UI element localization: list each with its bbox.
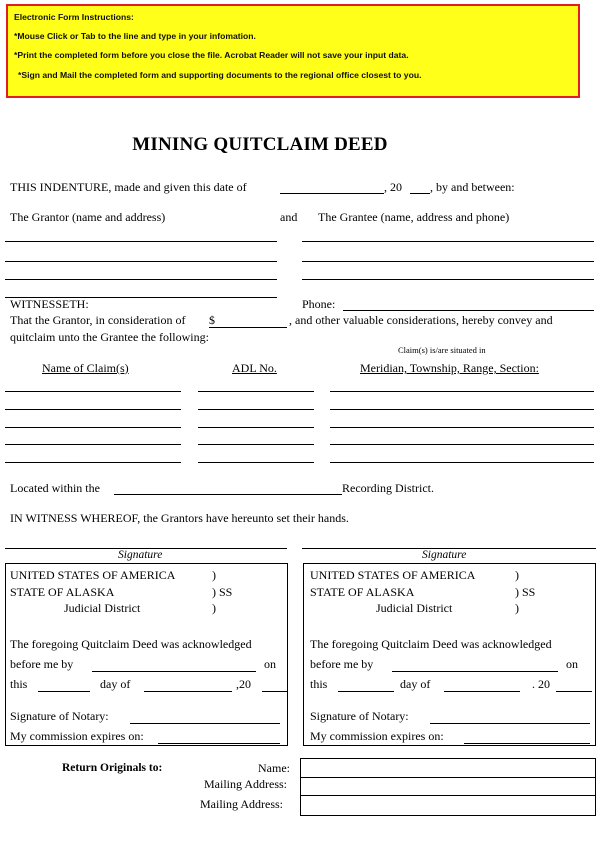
state-right: STATE OF ALASKA [310,585,415,599]
page-title: MINING QUITCLAIM DEED [132,134,388,155]
meridian-line-5[interactable] [330,462,594,463]
this-label-left: this [10,677,28,691]
consideration-prefix: That the Grantor, in consideration of [10,313,186,327]
grantor-label: The Grantor (name and address) [10,210,166,224]
district-left: Judicial District [64,601,141,615]
adl-line-2[interactable] [198,409,314,410]
phone-field[interactable] [343,310,594,311]
adl-line-5[interactable] [198,462,314,463]
paren-right-2: ) [515,601,519,615]
claim-name-line-5[interactable] [5,462,181,463]
district-right: Judicial District [376,601,453,615]
adl-line-3[interactable] [198,427,314,428]
claim-name-line-1[interactable] [5,391,181,392]
grantee-line-3[interactable] [302,279,594,280]
instructions-line-3: *Sign and Mail the completed form and supporting documents to the regional office closest to you. [18,70,422,80]
meridian-line-2[interactable] [330,409,594,410]
year-field-right[interactable] [556,691,592,692]
indenture-year-prefix: , 20 [384,180,402,194]
country-right: UNITED STATES OF AMERICA [310,568,476,582]
adl-line-4[interactable] [198,444,314,445]
grantor-line-1[interactable] [5,241,277,242]
and-label: and [280,210,298,224]
acknowledged-by-field-right[interactable] [392,671,558,672]
instructions-line-1: *Mouse Click or Tab to the line and type in your infomation. [14,31,256,41]
signature-label-right: Signature [422,549,467,561]
return-name-label: Name: [258,761,290,775]
claim-name-line-4[interactable] [5,444,181,445]
grantor-line-2[interactable] [5,261,277,262]
return-name-field[interactable] [300,777,596,778]
phone-label: Phone: [302,297,336,311]
meridian-line-1[interactable] [330,391,594,392]
before-me-right: before me by [310,657,374,671]
return-originals-label: Return Originals to: [62,762,163,774]
day-of-right: day of [400,677,431,691]
year-label-left: ,20 [236,677,251,691]
notary-signature-field-right[interactable] [430,723,590,724]
consideration-suffix: , and other valuable considerations, hereby convey and [289,313,553,327]
claim-name-line-3[interactable] [5,427,181,428]
indenture-suffix: , by and between: [430,180,515,194]
recording-prefix: Located within the [10,481,100,495]
month-field-left[interactable] [144,691,232,692]
commission-left: My commission expires on: [10,729,144,743]
ss-right: ) SS [515,585,536,599]
dollar-sign: $ [209,313,215,327]
day-field-right[interactable] [338,691,394,692]
notary-sig-left: Signature of Notary: [10,709,109,723]
recording-district-field[interactable] [114,494,342,495]
country-left: UNITED STATES OF AMERICA [10,568,176,582]
adl-no-header: ADL No. [232,361,277,375]
witnesseth-label: WITNESSETH: [10,297,89,311]
indenture-prefix: THIS INDENTURE, made and given this date of [10,180,247,194]
notary-sig-right: Signature of Notary: [310,709,409,723]
on-label-right: on [566,657,578,671]
meridian-header: Meridian, Township, Range, Section: [360,361,539,375]
ack-line-right: The foregoing Quitclaim Deed was acknowledged [310,637,552,651]
situated-label: Claim(s) is/are situated in [398,345,486,355]
year-field[interactable] [410,193,430,194]
adl-line-1[interactable] [198,391,314,392]
before-me-left: before me by [10,657,74,671]
acknowledged-by-field-left[interactable] [92,671,256,672]
ss-left: ) SS [212,585,233,599]
notary-signature-field-left[interactable] [130,723,280,724]
on-label-left: on [264,657,276,671]
meridian-line-4[interactable] [330,444,594,445]
date-field[interactable] [280,193,384,194]
witness-whereof: IN WITNESS WHEREOF, the Grantors have hereunto set their hands. [10,511,349,525]
meridian-line-3[interactable] [330,427,594,428]
return-box [300,758,596,816]
paren-left-2: ) [212,601,216,615]
day-of-left: day of [100,677,131,691]
state-left: STATE OF ALASKA [10,585,115,599]
paren-right-1: ) [515,568,519,582]
consideration-line-2: quitclaim unto the Grantee the following: [10,330,209,344]
paren-left-1: ) [212,568,216,582]
return-mailing-1-label: Mailing Address: [204,777,287,791]
grantee-line-1[interactable] [302,241,594,242]
this-label-right: this [310,677,328,691]
grantee-label: The Grantee (name, address and phone) [318,210,510,224]
consideration-amount-field[interactable] [209,327,287,328]
year-label-right: . 20 [532,677,550,691]
day-field-left[interactable] [38,691,90,692]
return-mailing-1-field[interactable] [300,795,596,796]
ack-line-left: The foregoing Quitclaim Deed was acknowledged [10,637,252,651]
recording-suffix: Recording District. [342,481,434,495]
commission-field-right[interactable] [464,743,590,744]
instructions-line-2: *Print the completed form before you close the file. Acrobat Reader will not save your input data. [14,50,409,60]
commission-right: My commission expires on: [310,729,444,743]
claim-name-line-2[interactable] [5,409,181,410]
instructions-box [6,4,580,98]
grantee-line-2[interactable] [302,261,594,262]
return-mailing-2-label: Mailing Address: [200,797,283,811]
year-field-left[interactable] [262,691,288,692]
claim-name-header: Name of Claim(s) [42,361,129,375]
grantor-line-3[interactable] [5,279,277,280]
instructions-heading: Electronic Form Instructions: [14,12,134,22]
signature-label-left: Signature [118,549,163,561]
month-field-right[interactable] [444,691,520,692]
commission-field-left[interactable] [158,743,280,744]
